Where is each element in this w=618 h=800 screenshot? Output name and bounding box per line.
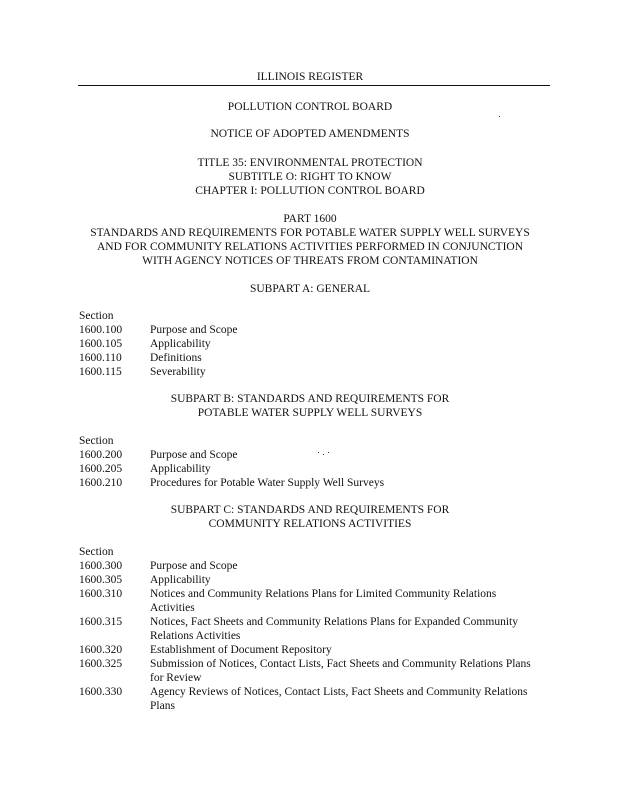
subtitle-line: SUBTITLE O: RIGHT TO KNOW <box>228 171 392 183</box>
section-number: 1600.205 <box>79 463 123 475</box>
section-number: 1600.315 <box>79 616 123 628</box>
section-title-continued: for Review <box>150 672 202 684</box>
section-label: Section <box>79 546 114 558</box>
section-label: Section <box>79 310 114 322</box>
section-title-continued: Activities <box>150 602 195 614</box>
subpart-c-heading: SUBPART C: STANDARDS AND REQUIREMENTS FOR <box>170 504 450 516</box>
subpart-b-heading: SUBPART B: STANDARDS AND REQUIREMENTS FOR <box>170 393 450 405</box>
section-label: Section <box>79 435 114 447</box>
section-title-continued: Relations Activities <box>150 630 241 642</box>
section-number: 1600.310 <box>79 588 123 600</box>
header-rule <box>78 85 550 86</box>
board-name: POLLUTION CONTROL BOARD <box>227 101 393 113</box>
section-title: Notices, Fact Sheets and Community Relations Plans for Expanded Community <box>150 616 518 628</box>
part-number: PART 1600 <box>283 213 337 225</box>
section-number: 1600.330 <box>79 686 123 698</box>
section-title: Purpose and Scope <box>150 449 238 461</box>
section-title: Purpose and Scope <box>150 324 238 336</box>
title-line: TITLE 35: ENVIRONMENTAL PROTECTION <box>197 157 423 169</box>
section-title: Purpose and Scope <box>150 560 238 572</box>
scan-speck <box>323 454 324 455</box>
scan-speck <box>328 452 329 453</box>
section-number: 1600.200 <box>79 449 123 461</box>
section-title: Agency Reviews of Notices, Contact Lists, Fact Sheets and Community Relations <box>150 686 528 698</box>
subpart-c-heading: COMMUNITY RELATIONS ACTIVITIES <box>208 518 412 530</box>
scan-speck <box>318 452 319 453</box>
section-title-continued: Plans <box>150 700 175 712</box>
subpart-a-heading: SUBPART A: GENERAL <box>249 283 371 295</box>
section-title: Applicability <box>150 463 211 475</box>
scan-speck <box>499 116 500 117</box>
part-heading-line: AND FOR COMMUNITY RELATIONS ACTIVITIES PERFORMED IN CONJUNCTION <box>96 241 524 253</box>
section-title: Applicability <box>150 338 211 350</box>
part-heading-line: WITH AGENCY NOTICES OF THREATS FROM CONTAMINATION <box>142 255 478 267</box>
section-title: Submission of Notices, Contact Lists, Fact Sheets and Community Relations Plans <box>150 658 531 670</box>
notice-title: NOTICE OF ADOPTED AMENDMENTS <box>210 128 410 140</box>
section-number: 1600.320 <box>79 644 123 656</box>
section-title: Procedures for Potable Water Supply Well Surveys <box>150 477 385 489</box>
section-number: 1600.210 <box>79 477 123 489</box>
section-title: Severability <box>150 366 206 378</box>
chapter-line: CHAPTER I: POLLUTION CONTROL BOARD <box>195 185 425 197</box>
section-number: 1600.100 <box>79 324 123 336</box>
section-number: 1600.105 <box>79 338 123 350</box>
section-title: Notices and Community Relations Plans for Limited Community Relations <box>150 588 497 600</box>
section-number: 1600.115 <box>79 366 122 378</box>
section-title: Definitions <box>150 352 202 364</box>
part-heading-line: STANDARDS AND REQUIREMENTS FOR POTABLE WATER SUPPLY WELL SURVEYS <box>90 227 530 239</box>
section-title: Applicability <box>150 574 211 586</box>
section-number: 1600.325 <box>79 658 123 670</box>
section-number: 1600.300 <box>79 560 123 572</box>
section-title: Establishment of Document Repository <box>150 644 332 656</box>
subpart-b-heading: POTABLE WATER SUPPLY WELL SURVEYS <box>197 407 423 419</box>
section-number: 1600.110 <box>79 352 122 364</box>
section-number: 1600.305 <box>79 574 123 586</box>
register-title: ILLINOIS REGISTER <box>256 71 364 83</box>
